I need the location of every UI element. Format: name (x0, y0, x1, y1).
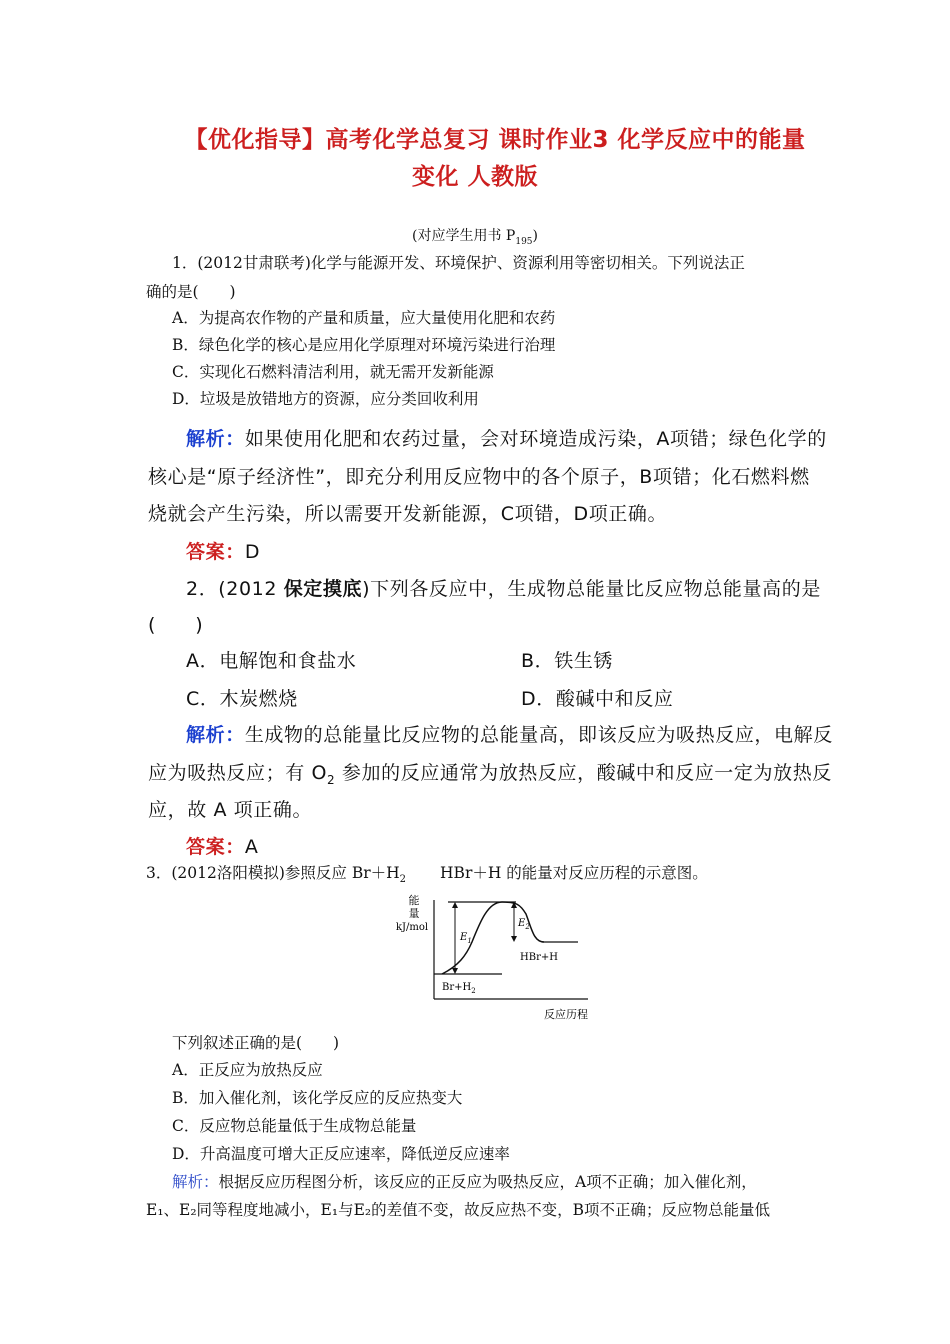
q2-analysis-text2a: 应为吸热反应；有 O (148, 762, 327, 784)
energy-diagram-svg (392, 892, 600, 1024)
q1-analysis-line3: 烧就会产生污染，所以需要开发新能源，C项错，D项正确。 (148, 503, 668, 525)
q3-option-b: B．加入催化剂，该化学反应的反应热变大 (172, 1089, 463, 1107)
document-title-line1: 【优化指导】高考化学总复习 课时作业3 化学反应中的能量 (184, 127, 806, 153)
q1-stem-line2: 确的是( ) (146, 283, 236, 301)
q2-stem-rest: )下列各反应中，生成物总能量比反应物总能量高的是 (362, 578, 821, 600)
e1-label-sub: 1 (467, 937, 472, 945)
q2-analysis-line2 (148, 758, 832, 787)
y-axis-label-2: 量 (408, 907, 420, 920)
q3-option-d: D．升高温度可增大正反应速率，降低逆反应速率 (172, 1145, 510, 1163)
q3-stem (146, 861, 708, 885)
q2-option-a: A．电解饱和食盐水 (186, 650, 357, 672)
q2-stem-prefix: 2．(2012 (186, 578, 284, 600)
q2-stem-source: 保定摸底 (283, 578, 363, 600)
q3-analysis-text1: 根据反应历程图分析，该反应的正反应为吸热反应，A项不正确；加入催化剂， (218, 1173, 757, 1191)
q2-option-b: B．铁生锈 (521, 650, 614, 672)
q1-answer (186, 537, 260, 564)
reactant-label (442, 982, 476, 995)
document-title-line2: 变化 人教版 (411, 164, 538, 190)
e2-label-main: E (518, 918, 526, 929)
q1-answer-label: 答案： (186, 541, 245, 563)
q2-option-c: C．木炭燃烧 (186, 688, 298, 710)
q1-analysis-label: 解析： (186, 428, 245, 450)
q2-answer-value: A (244, 836, 259, 858)
q3-analysis-line2: E₁、E₂同等程度地减小，E₁与E₂的差值不变，故反应热不变，B项不正确；反应物总能量低 (146, 1201, 771, 1219)
q3-stem-b: HBr＋H 的能量对反应历程的示意图。 (440, 864, 708, 882)
q1-option-d: D．垃圾是放错地方的资源，应分类回收利用 (172, 390, 479, 408)
q3-stem-sub: 2 (399, 874, 407, 886)
q3-option-a: A．正反应为放热反应 (172, 1061, 323, 1079)
e1-label (459, 932, 472, 945)
source-prefix: (对应学生用书 P (412, 228, 516, 244)
q3-stem-a: 3．(2012洛阳模拟)参照反应 Br＋H (146, 864, 400, 882)
y-axis-unit: kJ/mol (395, 922, 429, 933)
e1-label-main: E (460, 932, 468, 943)
q1-option-b: B．绿色化学的核心是应用化学原理对环境污染进行治理 (172, 336, 556, 354)
q1-option-c: C．实现化石燃料清洁利用，就无需开发新能源 (172, 363, 494, 381)
q1-analysis-text1: 如果使用化肥和农药过量，会对环境造成污染，A项错；绿色化学的 (244, 428, 827, 450)
reaction-curve (442, 902, 544, 974)
q3-option-c: C．反应物总能量低于生成物总能量 (172, 1117, 417, 1135)
source-page: 195 (515, 236, 533, 247)
q2-analysis-text1: 生成物的总能量比反应物的总能量高，即该反应为吸热反应，电解反 (244, 724, 833, 746)
q2-analysis-text2b: 参加的反应通常为放热反应，酸碱中和反应一定为放热反 (335, 762, 832, 784)
e2-label-sub: 2 (525, 923, 530, 931)
q2-stem-line2: ( ) (148, 614, 204, 636)
source-reference (0, 225, 950, 247)
q1-answer-value: D (244, 541, 261, 563)
q3-analysis-label: 解析： (172, 1173, 219, 1191)
q2-analysis-label: 解析： (186, 724, 245, 746)
q2-option-d: D．酸碱中和反应 (521, 688, 674, 710)
q1-analysis-line1 (186, 424, 827, 451)
q3-analysis-line1 (172, 1170, 757, 1192)
y-axis-label-1: 能 (408, 894, 420, 907)
reactant-label-main: Br+H (442, 982, 472, 993)
x-axis-label: 反应历程 (544, 1008, 588, 1021)
q2-answer-label: 答案： (186, 836, 245, 858)
q2-analysis-line1 (186, 720, 833, 747)
reactant-label-sub: 2 (471, 987, 476, 995)
q3-question: 下列叙述正确的是( ) (172, 1034, 340, 1052)
q2-analysis-sub: 2 (327, 772, 336, 787)
q1-option-a: A．为提高农作物的产量和质量，应大量使用化肥和农药 (172, 309, 556, 327)
source-suffix: ) (532, 228, 538, 244)
q1-analysis-line2: 核心是“原子经济性”，即充分利用反应物中的各个原子，B项错；化石燃料燃 (148, 466, 810, 488)
energy-diagram (392, 892, 600, 1024)
q2-analysis-line3: 应，故 A 项正确。 (148, 799, 313, 821)
q2-answer (186, 832, 258, 859)
q2-stem-line1 (186, 574, 821, 601)
q1-stem-line1: 1．(2012甘肃联考)化学与能源开发、环境保护、资源利用等密切相关。下列说法正 (172, 254, 745, 272)
product-label: HBr+H (520, 952, 558, 963)
